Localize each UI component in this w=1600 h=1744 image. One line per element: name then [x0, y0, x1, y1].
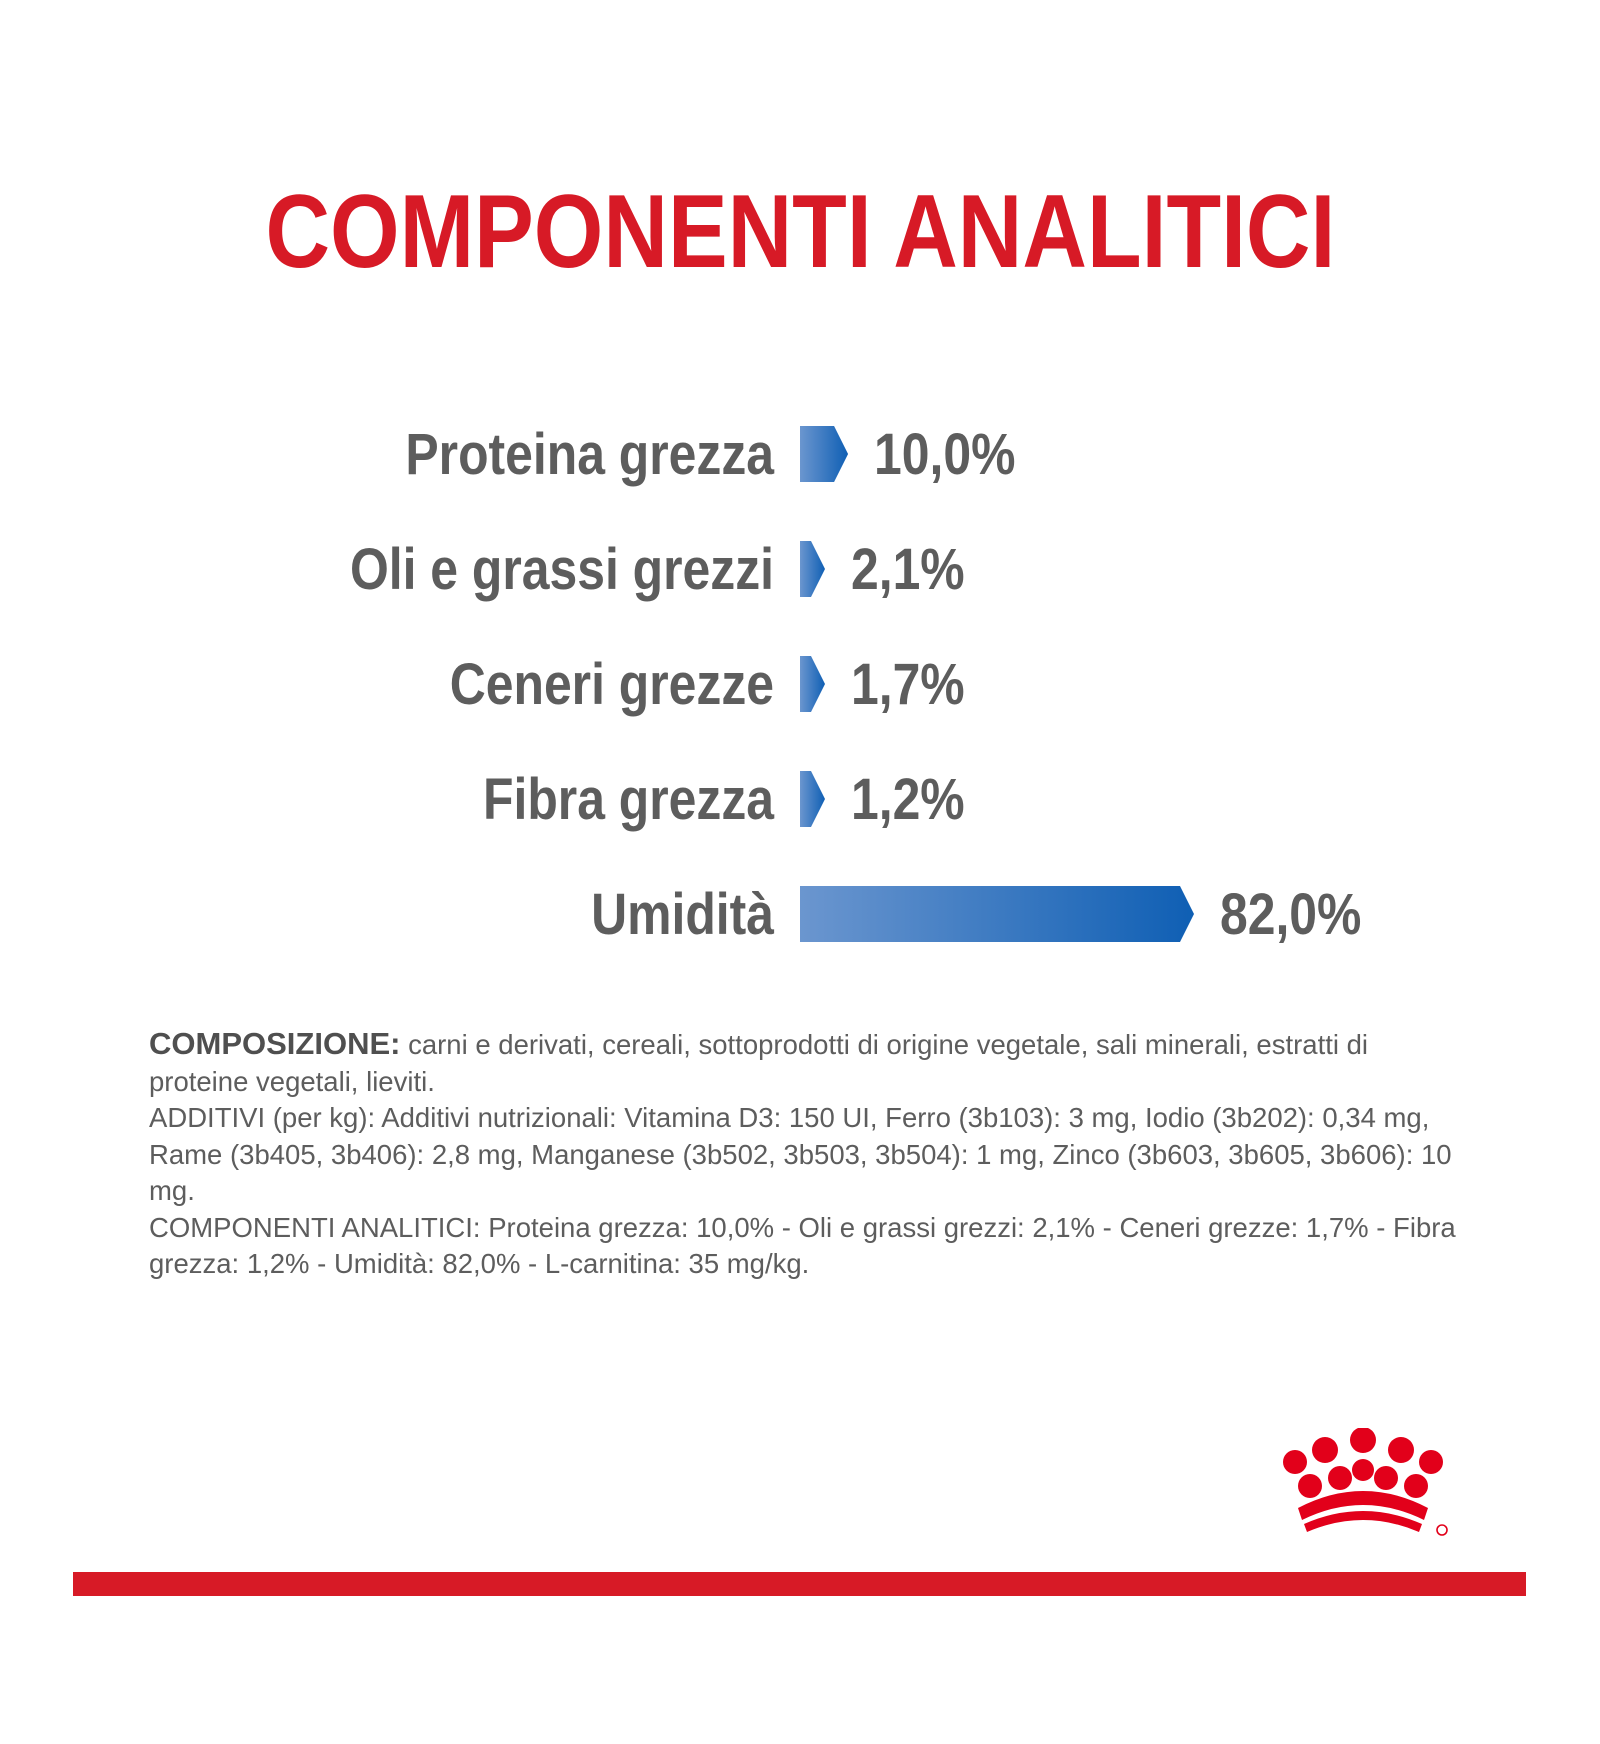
bar-3: [800, 771, 825, 827]
composition-ingredients: carni e derivati, cereali, sottoprodotti di origine vegetale, sali minerali, estratti di proteine vegetali, lieviti.: [149, 1029, 1369, 1097]
analytical-paragraph: COMPONENTI ANALITICI: Proteina grezza: 10,0% - Oli e grassi grezzi: 2,1% - Ceneri grezze: 1,7% - Fibra grezza: 1,2% - Umidità: 82,0% - L-carnitina: 35 mg/kg.: [149, 1211, 1456, 1279]
category-label: Umidità: [591, 882, 774, 947]
bar-2: [800, 656, 825, 712]
value-label: 2,1%: [851, 537, 965, 602]
bars-group: [350, 423, 1361, 947]
value-label: 1,2%: [851, 767, 965, 832]
additives-paragraph: ADDITIVI (per kg): Additivi nutrizionali: Vitamina D3: 150 UI, Ferro (3b103): 3 mg, Iodio (3b202): 0,34 mg, Rame (3b405, 3b406): 2,8 mg, Manganese (3b502, 3b503, 3b504): 1 mg, Zinco (3b603, 3b605, 3b606): 10 mg.: [149, 1102, 1452, 1206]
category-label: Proteina grezza: [405, 422, 774, 487]
bar-1: [800, 541, 825, 597]
category-label: Oli e grassi grezzi: [349, 537, 774, 602]
page-title: COMPONENTI ANALITICI: [265, 174, 1336, 290]
category-label: Ceneri grezze: [449, 652, 774, 717]
value-label: 82,0%: [1219, 882, 1362, 947]
value-label: 1,7%: [851, 652, 965, 717]
bar-0: [800, 426, 848, 482]
category-label: Fibra grezza: [483, 767, 774, 832]
composition-text: [149, 1026, 1459, 1283]
composition-paragraph: [149, 1026, 1459, 1100]
bottom-red-bar: [73, 1572, 1526, 1596]
composition-heading: COMPOSIZIONE:: [149, 1026, 401, 1061]
crown-logo-icon: [1268, 1428, 1458, 1538]
value-label: 10,0%: [874, 422, 1016, 487]
bar-4: [800, 886, 1194, 942]
